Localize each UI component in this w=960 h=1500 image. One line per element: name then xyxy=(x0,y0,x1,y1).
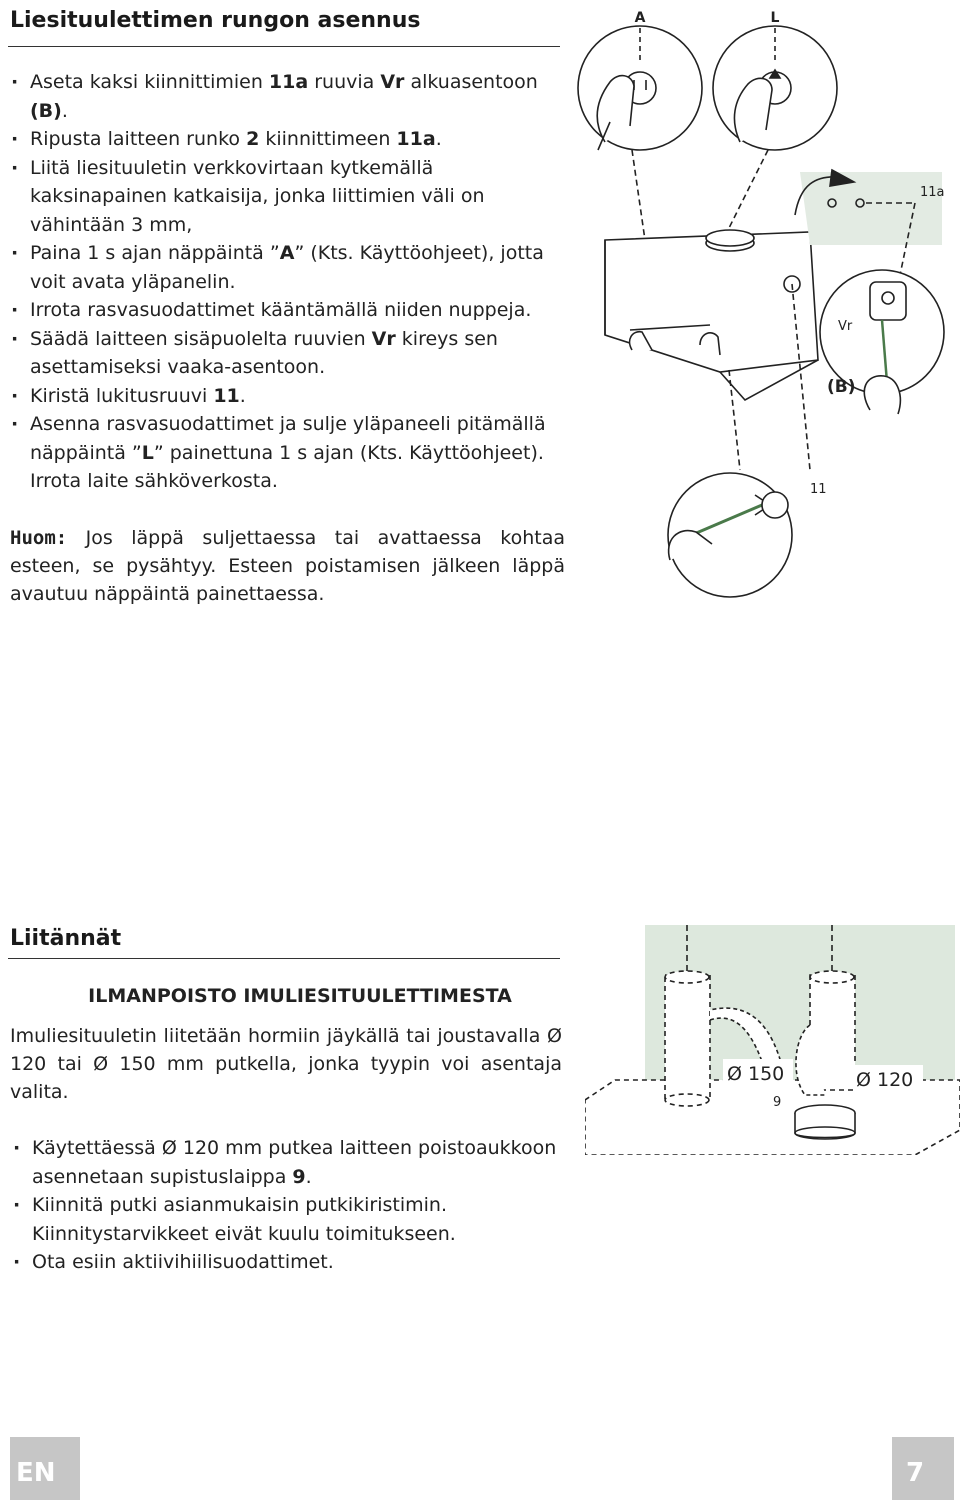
duct-diagram xyxy=(585,915,960,1155)
note-text: Jos läppä suljettaessa tai avattaessa kohtaa esteen, se pysähtyy. Esteen poistamisen jälkeen läppä avautuu näppäintä painettaessa. xyxy=(10,527,565,605)
installation-diagram xyxy=(570,0,955,610)
reference-mark: 11a xyxy=(396,128,436,150)
step-text: ” painettuna 1 s ajan (Kts. Käyttöohjeet). Irrota laite sähköverkosta. xyxy=(30,441,544,492)
list-item xyxy=(12,1134,557,1191)
step-text: Liitä liesituuletin verkkovirtaan kytkemällä kaksinapainen katkaisija, jonka liittimien väli on vähintään 3 mm, xyxy=(30,156,485,236)
step-text: ” (Kts. Käyttöohjeet), jotta voit avata yläpanelin. xyxy=(30,242,544,293)
connection-paragraph: Imuliesituuletin liitetään hormiin jäykällä tai joustavalla Ø 120 tai Ø 150 mm putkella, jonka tyypin voi asentaja valita. xyxy=(10,1025,562,1103)
footer-page-number: 7 xyxy=(906,1458,925,1488)
list-item xyxy=(10,239,565,296)
step-text: . xyxy=(61,99,68,122)
step-text: kiinnittimeen xyxy=(259,128,397,150)
reference-mark: Vr xyxy=(371,327,396,350)
detail-circle-l xyxy=(713,26,837,150)
wall-panel xyxy=(800,172,942,245)
step-text: Kiinnitä putki asianmukaisin putkikiristimin. Kiinnitystarvikkeet eivät kuulu toimitukseen. xyxy=(32,1194,456,1245)
step-text: Käytettäessä Ø 120 mm putkea laitteen poistoaukkoon asennetaan supistuslaippa xyxy=(32,1137,557,1188)
step-text: Asenna rasvasuodattimet ja sulje yläpaneeli pitämällä näppäintä ” xyxy=(30,413,546,464)
reference-mark: Vr xyxy=(380,71,405,93)
duct-150 xyxy=(665,975,710,1100)
list-item xyxy=(10,68,565,125)
label-b: (B) xyxy=(827,377,856,397)
note-label: Huom: xyxy=(10,527,68,549)
label-a: A xyxy=(634,10,646,26)
section-title-connections: Liitännät xyxy=(10,926,122,951)
subheading-extraction: ILMANPOISTO IMULIESITUULETTIMESTA xyxy=(88,985,512,1007)
reference-mark: L xyxy=(141,441,154,464)
step-text: Ota esiin aktiivihiilisuodattimet. xyxy=(32,1251,334,1273)
reference-mark: 9 xyxy=(292,1165,306,1188)
reference-mark: (B) xyxy=(30,99,62,122)
step-text: Paina 1 s ajan näppäintä ” xyxy=(30,242,280,264)
step-text: . xyxy=(239,384,246,407)
label-9: 9 xyxy=(773,1095,782,1110)
detail-circle-a xyxy=(578,26,702,150)
step-text: Kiristä lukitusruuvi xyxy=(30,384,214,407)
label-vr: Vr xyxy=(838,319,853,334)
step-text: . xyxy=(305,1165,312,1188)
connection-steps xyxy=(12,1134,557,1277)
hood-body xyxy=(605,232,818,372)
label-d150: Ø 150 xyxy=(727,1063,785,1085)
list-item xyxy=(12,1191,557,1248)
list-item xyxy=(10,325,565,382)
list-item xyxy=(10,125,565,154)
reference-mark: A xyxy=(279,242,295,264)
list-item xyxy=(10,410,565,496)
step-text: Aseta kaksi kiinnittimien xyxy=(30,71,269,93)
list-item xyxy=(10,296,565,325)
label-11: 11 xyxy=(810,482,827,497)
label-l: L xyxy=(770,10,780,26)
step-text: Ripusta laitteen runko xyxy=(30,128,247,150)
step-text: . xyxy=(435,128,442,150)
reference-mark: 11a xyxy=(268,71,309,93)
footer-lang: EN xyxy=(16,1458,56,1488)
list-item xyxy=(12,1248,557,1277)
installation-steps xyxy=(10,68,565,496)
label-11a: 11a xyxy=(920,185,945,200)
step-text: Säädä laitteen sisäpuolelta ruuvien xyxy=(30,327,372,350)
list-item xyxy=(10,382,565,411)
section-title-installation: Liesituulettimen rungon asennus xyxy=(10,8,421,33)
reference-mark: 2 xyxy=(246,128,260,150)
step-text: ruuvia xyxy=(308,71,381,93)
section-rule xyxy=(8,46,560,47)
step-text: Irrota rasvasuodattimet kääntämällä niiden nuppeja. xyxy=(30,299,532,321)
label-d120: Ø 120 xyxy=(856,1069,914,1091)
section-rule-2 xyxy=(8,958,560,959)
note xyxy=(10,524,565,608)
step-text: kireys sen asettamiseksi vaaka-asentoon. xyxy=(30,327,498,378)
step-text: alkuasentoon xyxy=(404,71,538,93)
list-item xyxy=(10,154,565,240)
reference-mark: 11 xyxy=(213,384,240,407)
